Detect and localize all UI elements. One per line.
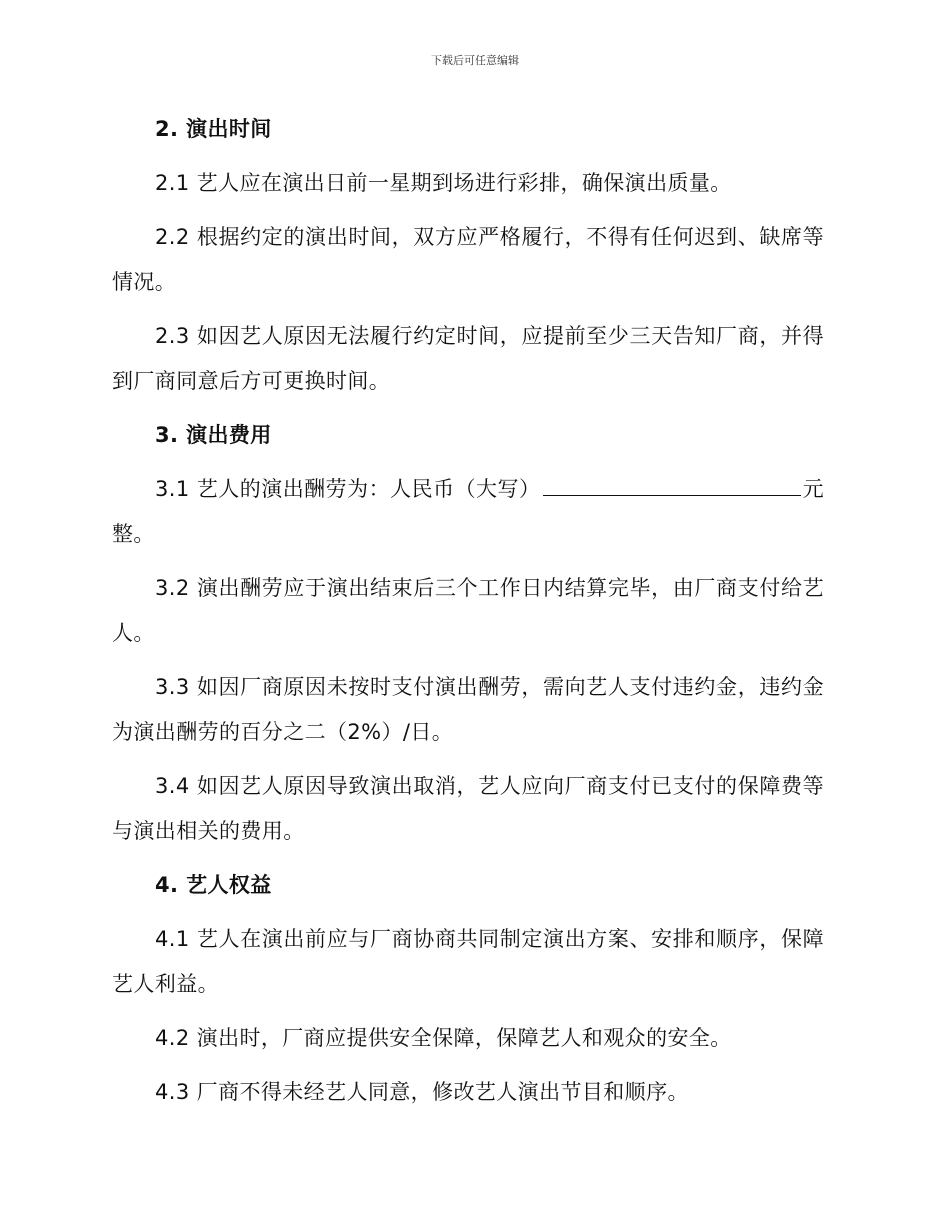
clause-4-2: 4.2 演出时，厂商应提供安全保障，保障艺人和观众的安全。 xyxy=(155,1026,732,1050)
clause-3-1 xyxy=(112,467,824,557)
clause-2-1: 2.1 艺人应在演出日前一星期到场进行彩排，确保演出质量。 xyxy=(155,171,732,195)
clause-3-3: 3.3 如因厂商原因未按时支付演出酬劳，需向艺人支付违约金，违约金为演出酬劳的百分之二（2%）/日。 xyxy=(112,675,824,744)
clause-2-3: 2.3 如因艺人原因无法履行约定时间，应提前至少三天告知厂商，并得到厂商同意后方可更换时间。 xyxy=(112,324,824,393)
clause-3-1-text-before: 3.1 艺人的演出酬劳为：人民币（大写） xyxy=(155,477,541,501)
fee-amount-blank xyxy=(543,473,801,496)
section-heading-performance-time: 2. 演出时间 xyxy=(155,117,272,141)
clause-3-1-text-after: 元整。 xyxy=(112,477,824,546)
header-note: 下载后可任意编辑 xyxy=(431,54,519,67)
clause-4-3: 4.3 厂商不得未经艺人同意，修改艺人演出节目和顺序。 xyxy=(155,1080,689,1104)
clause-3-4: 3.4 如因艺人原因导致演出取消，艺人应向厂商支付已支付的保障费等与演出相关的费用。 xyxy=(112,774,824,843)
clause-4-1: 4.1 艺人在演出前应与厂商协商共同制定演出方案、安排和顺序，保障艺人利益。 xyxy=(112,927,824,996)
document-body xyxy=(112,107,824,1124)
clause-2-2: 2.2 根据约定的演出时间，双方应严格履行，不得有任何迟到、缺席等情况。 xyxy=(112,225,824,294)
section-heading-performance-fee: 3. 演出费用 xyxy=(155,423,272,447)
section-heading-artist-rights: 4. 艺人权益 xyxy=(155,873,272,897)
clause-3-2: 3.2 演出酬劳应于演出结束后三个工作日内结算完毕，由厂商支付给艺人。 xyxy=(112,576,824,645)
